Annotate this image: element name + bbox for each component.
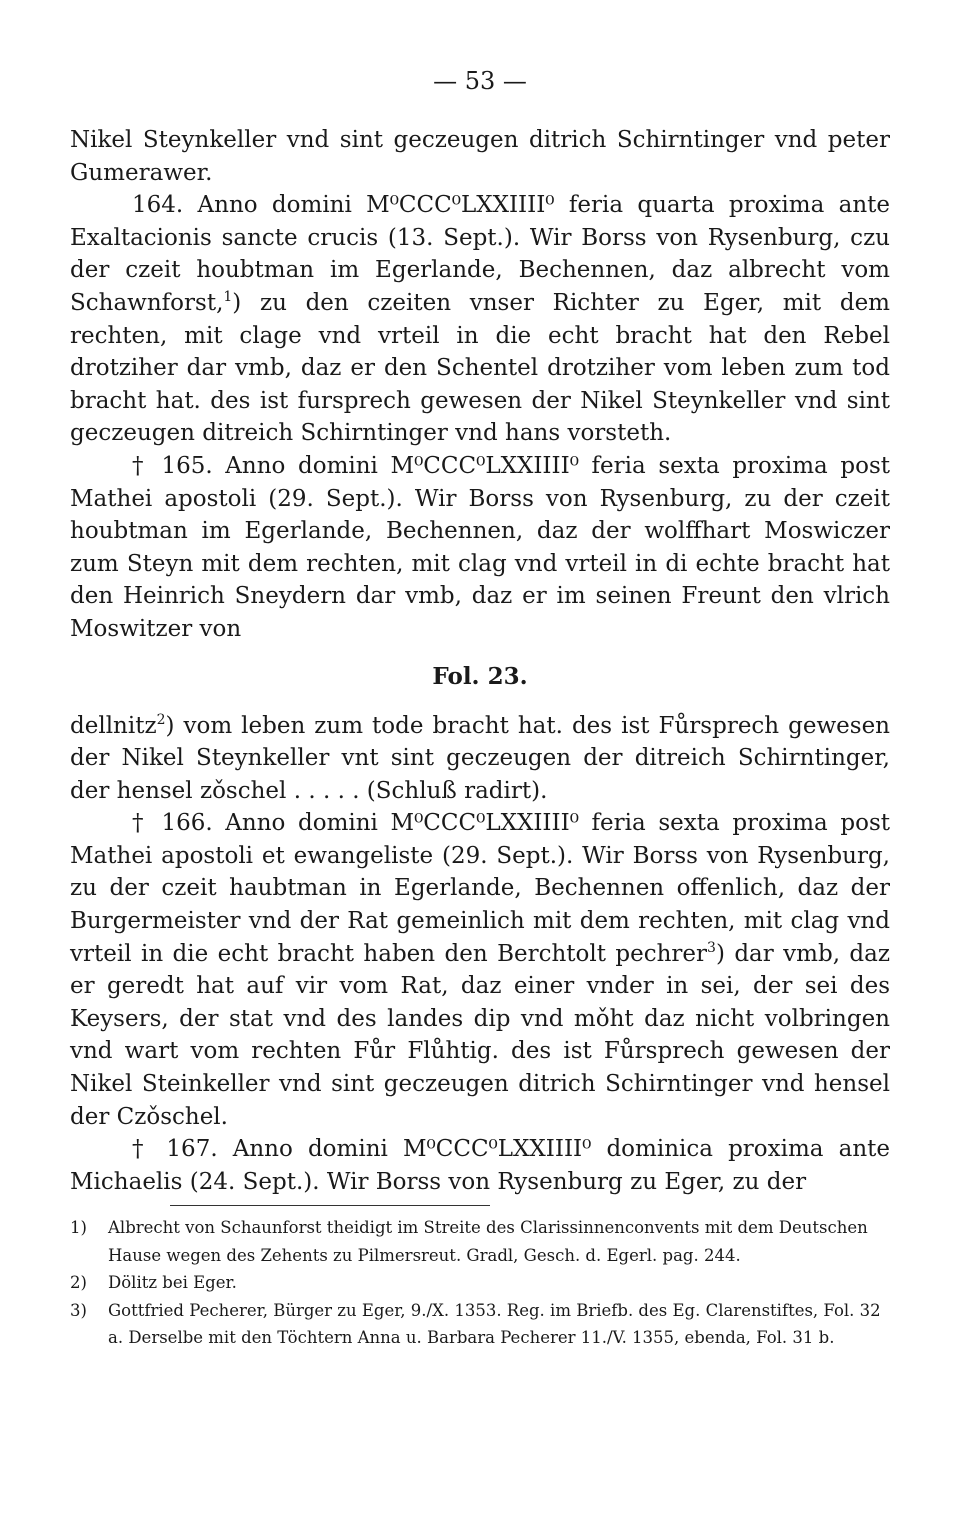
footnote-2 xyxy=(70,1269,890,1297)
folio-heading: Fol. 23. xyxy=(432,662,528,690)
footnote-1-number: 1) xyxy=(70,1218,87,1237)
paragraph-166-text-a: † 166. Anno domini M⁰CCC⁰LXXIIII⁰ feria sexta proxima post Mathei apostoli et ewangeliste (29. Sept.). Wir Borss von Rysenburg, zu der czeit haubtman in Egerlande, Bechennen offenlich, daz der Burgermeister vnd der Rat gemeinlich mit dem rechten, mit clag vnd vrteil in die echt bracht haben den Berchtolt pechrer xyxy=(70,810,890,967)
footnote-3 xyxy=(70,1297,890,1352)
paragraph-164-text-a: 164. Anno domini M⁰CCC⁰LXXIIII⁰ feria quarta proxima ante Exaltacionis sancte crucis (13. Sept.). Wir Borss von Rysenburg, czu der czeit houbtman im Egerlande, Bechennen, daz albrecht vom Schawnforst, xyxy=(70,192,890,316)
footnote-3-text: Gottfried Pecherer, Bürger zu Eger, 9./X. 1353. Reg. im Briefb. des Eg. Clarenstiftes, Fol. 32 a. Derselbe mit den Töchtern Anna u. Barbara Pecherer 11./V. 1355, ebenda, Fol. 31 b. xyxy=(108,1300,881,1347)
paragraph-165-text-a: dellnitz xyxy=(70,712,157,739)
paragraph-165-text-b: ) vom leben zum tode bracht hat. des ist Fůrsprech gewesen der Nikel Steynkeller vnt sint geczeugen der ditreich Schirntinger, der hensel zǒschel . . . . . (Schluß radirt). xyxy=(70,712,890,804)
footnote-ref-2: 2 xyxy=(156,711,166,728)
paragraph-167: † 167. Anno domini M⁰CCC⁰LXXIIII⁰ dominica proxima ante Michaelis (24. Sept.). Wir Borss von Rysenburg zu Eger, zu der xyxy=(70,1136,890,1195)
page-number: — 53 — xyxy=(433,67,527,95)
paragraph-165: † 165. Anno domini M⁰CCC⁰LXXIIII⁰ feria sexta proxima post Mathei apostoli (29. Sept.). Wir Borss von Rysenburg, zu der czeit houbtman im Egerlande, Bechennen, daz der wolffhart Moswiczer zum Steyn mit dem rechten, mit clag vnd vrteil in di echte bracht hat den Heinrich Sneydern dar vmb, daz er im seinen Freunt den vlrich Moswitzer von xyxy=(70,452,890,642)
paragraph-164-text-b: ) zu den czeiten vnser Richter zu Eger, mit dem rechten, mit clage vnd vrteil in die echt bracht hat den Rebel drotziher dar vmb, daz er den Schentel drotziher vom leben zum tod bracht hat. des ist fursprech gewesen der Nikel Steynkeller vnd sint geczeugen ditreich Schirntinger vnd hans vorsteth. xyxy=(70,289,890,447)
paragraph-164 xyxy=(70,189,890,450)
footnote-ref-3: 3 xyxy=(707,939,716,956)
footnote-1-text: Albrecht von Schaunforst theidigt im Streite des Clarissinnenconvents mit dem Deutschen Hause wegen des Zehents zu Pilmersreut. Gradl, Gesch. d. Egerl. pag. 244. xyxy=(108,1218,868,1265)
paragraph-165-continued xyxy=(70,710,890,808)
body-text xyxy=(70,124,890,1198)
footnote-divider xyxy=(170,1205,490,1206)
footnote-2-number: 2) xyxy=(70,1273,87,1292)
footnote-ref-1: 1 xyxy=(223,288,233,305)
paragraph-continuation: Nikel Steynkeller vnd sint geczeugen ditrich Schirntinger vnd peter Gumerawer. xyxy=(70,127,890,186)
footnotes xyxy=(70,1214,890,1352)
footnote-2-text: Dölitz bei Eger. xyxy=(108,1273,237,1292)
paragraph-166-text-b: ) dar vmb, daz er geredt hat auf vir vom Rat, daz einer vnder in sei, der sei des Keysers, der stat vnd des landes dip vnd mǒht daz nicht volbringen vnd wart vom rechten Fůr Flůhtig. des ist Fůrsprech gewesen der Nikel Steinkeller vnd sint geczeugen ditrich Schirntinger vnd hensel der Czǒschel. xyxy=(70,940,890,1130)
paragraph-166 xyxy=(70,807,890,1133)
footnote-1 xyxy=(70,1214,890,1269)
footnote-3-number: 3) xyxy=(70,1300,87,1320)
